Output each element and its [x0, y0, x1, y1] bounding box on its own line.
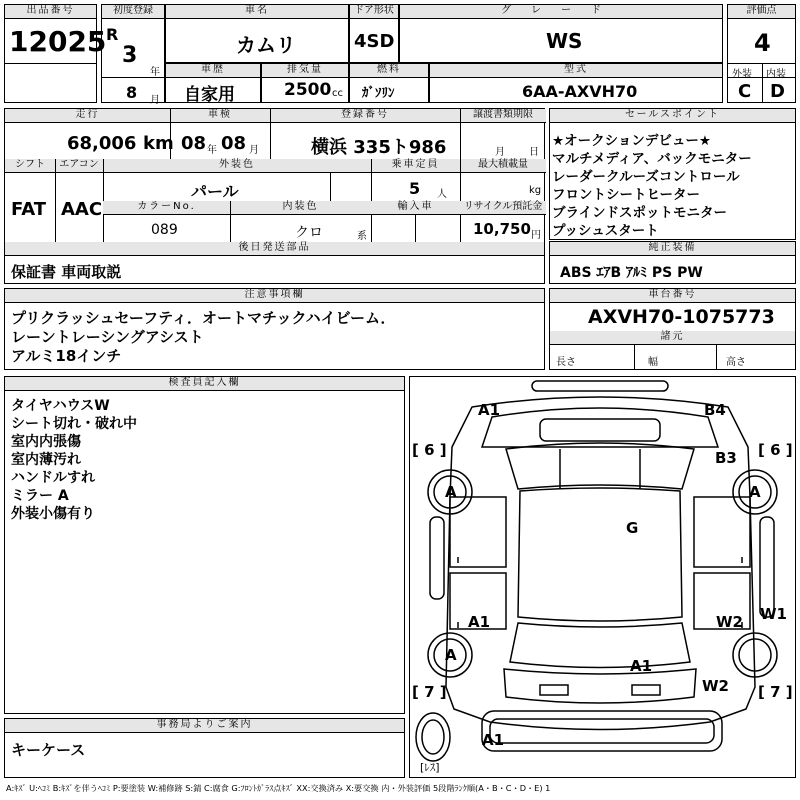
grade-label: グレード — [400, 5, 722, 19]
later-parts: 保証書 車両取説 — [11, 263, 122, 281]
fuel-box — [349, 63, 429, 103]
chassis-number: AXVH70-1075773 — [588, 306, 775, 328]
exterior-label: 外装 — [732, 69, 752, 80]
shift: FAT — [11, 199, 47, 220]
grade-box — [399, 4, 723, 63]
spare-label: [ﾚｽ] — [420, 761, 440, 774]
damage-mark: A — [445, 646, 457, 664]
car-outline — [410, 377, 795, 777]
inspector-line: 室内内張傷 — [11, 434, 81, 450]
damage-mark: B4 — [704, 401, 726, 419]
inspection-year: 08 — [181, 133, 207, 154]
int-color-label: 内装色 — [230, 201, 371, 215]
sales-points-box — [549, 108, 796, 240]
notes-label: 注意事項欄 — [5, 289, 544, 303]
insp-month-unit: 月 — [249, 145, 259, 156]
bracket-6-left: [ 6 ] — [412, 441, 447, 459]
history: 自家用 — [184, 85, 235, 105]
ac-label: エアコン — [55, 159, 103, 173]
interior-grade: D — [770, 81, 785, 102]
damage-mark: A — [445, 483, 457, 501]
inspector-line: 室内薄汚れ — [11, 452, 81, 468]
car-name: カムリ — [236, 33, 296, 57]
office-note: キーケース — [11, 741, 86, 759]
plate-label: 登録番号 — [270, 109, 460, 123]
displacement-label: 排気量 — [262, 64, 348, 78]
later-parts-label: 後日発送部品 — [5, 242, 544, 256]
sales-points-label: セールスポイント — [550, 109, 795, 123]
sales-point: マルチメディア、バックモニター — [552, 151, 752, 167]
inspector-line: タイヤハウスW — [11, 398, 110, 414]
damage-mark: A1 — [478, 401, 501, 419]
mileage-label: 走行 — [5, 109, 170, 123]
model: 6AA-AXVH70 — [522, 82, 638, 101]
item-number: 12025 — [9, 25, 107, 58]
notes-box — [4, 288, 545, 370]
damage-mark: A1 — [630, 657, 653, 675]
color-number: 089 — [151, 222, 178, 238]
inspector-line: ハンドルすれ — [11, 470, 95, 486]
mileage-unit: km — [143, 133, 174, 154]
car-name-box — [165, 4, 349, 63]
equipment: ABS ｴｱB ｱﾙﾐ PS PW — [560, 265, 703, 281]
damage-mark: A — [749, 483, 761, 501]
displacement-unit: cc — [332, 88, 343, 99]
width-label: 幅 — [648, 357, 658, 368]
transfer-day-unit: 日 — [529, 147, 539, 158]
score: 4 — [754, 29, 771, 57]
equipment-box — [549, 241, 796, 284]
inspector-line: ミラー A — [11, 488, 69, 504]
model-box — [429, 63, 723, 103]
reg-year: 3 — [122, 43, 138, 68]
bracket-7-right: [ 7 ] — [758, 683, 793, 701]
vehicle-info-block — [4, 108, 545, 284]
inspector-line: シート切れ・破れ中 — [11, 416, 137, 432]
month-unit: 月 — [150, 95, 160, 106]
capacity-label: 乗車定員 — [371, 159, 460, 173]
damage-mark: A1 — [468, 613, 491, 631]
mileage: 68,006 — [67, 133, 137, 154]
car-name-label: 車名 — [166, 5, 348, 19]
model-label: 型式 — [430, 64, 722, 78]
interior-color: クロ — [295, 225, 323, 241]
score-label: 評価点 — [728, 5, 795, 19]
recycle-unit: 円 — [531, 230, 541, 241]
chassis-box — [549, 288, 796, 370]
inspector-label: 検査員記入欄 — [5, 377, 404, 391]
height-label: 高さ — [726, 357, 746, 368]
sales-point: ブラインドスポットモニター — [552, 205, 727, 221]
exterior-color: パール — [191, 182, 239, 201]
year-unit: 年 — [150, 67, 160, 78]
damage-mark: W2 — [716, 613, 743, 631]
displacement-box — [261, 63, 349, 103]
plate: 横浜 335ト986 — [311, 137, 447, 158]
note-line: アルミ18インチ — [11, 347, 122, 365]
transfer-label: 譲渡書類期限 — [460, 109, 546, 123]
capacity: 5 — [409, 179, 421, 198]
note-line: プリクラッシュセーフティ．オートマチックハイビーム． — [11, 309, 396, 327]
damage-mark: A1 — [482, 731, 505, 749]
era: R — [106, 25, 119, 44]
door-type: 4SD — [354, 31, 395, 52]
displacement: 2500 — [284, 80, 332, 100]
sales-point: レーダークルーズコントロール — [552, 169, 740, 185]
door-box — [349, 4, 399, 63]
transfer-month-unit: 月 — [495, 147, 505, 158]
interior-label: 内装 — [766, 69, 786, 80]
inspector-box — [4, 376, 405, 714]
load-label: 最大積載量 — [460, 159, 546, 173]
inspection-label: 車検 — [170, 109, 270, 123]
legend: A:ｷｽﾞ U:ﾍｺﾐ B:ｷｽﾞを伴うﾍｺﾐ P:要塗装 W:補修跡 S:錆 C:腐食 G:ﾌﾛﾝﾄｶﾞﾗｽ点ｷｽﾞ XX:交換済み X:要交換 内・外装評価 5段階ﾗﾝｸ順(A・B・C・D・E) 1 — [6, 783, 551, 793]
sales-point: フロントシートヒーター — [552, 187, 700, 203]
chassis-label: 車台番号 — [550, 289, 795, 303]
note-line: レーントレーシングアシスト — [11, 328, 204, 346]
reg-month: 8 — [126, 83, 138, 102]
int-color-unit: 系 — [357, 231, 367, 242]
bracket-7-left: [ 7 ] — [412, 683, 447, 701]
color-no-label: カラーNo. — [103, 201, 230, 215]
history-box — [165, 63, 261, 103]
history-label: 車歴 — [166, 64, 260, 78]
item-number-box — [4, 4, 107, 103]
equipment-label: 純正装備 — [550, 242, 795, 256]
recycle-label: リサイクル預託金 — [460, 201, 546, 215]
shift-label: シフト — [5, 159, 55, 173]
inspector-line: 外装小傷有り — [11, 506, 95, 522]
damage-mark: W2 — [702, 677, 729, 695]
insp-year-unit: 年 — [207, 145, 217, 156]
office-label: 事務局よりご案内 — [5, 719, 404, 733]
door-label: ドア形状 — [350, 5, 398, 19]
inspection-month: 08 — [221, 133, 247, 154]
item-number-label: 出品番号 — [5, 5, 96, 19]
capacity-unit: 人 — [437, 189, 447, 200]
import-label: 輸入車 — [371, 201, 460, 215]
recycle-fee: 10,750 — [473, 220, 531, 238]
office-box — [4, 718, 405, 778]
damage-mark: G — [626, 519, 639, 537]
sales-point: ★オークションデビュー★ — [552, 133, 711, 149]
damage-mark: W1 — [760, 605, 787, 623]
fuel-label: 燃料 — [350, 64, 428, 78]
length-label: 長さ — [556, 357, 576, 368]
dims-label: 諸元 — [550, 331, 795, 345]
car-diagram — [409, 376, 796, 778]
fuel: ｶﾞｿﾘﾝ — [362, 86, 395, 101]
first-reg-label: 初度登録 — [102, 5, 164, 19]
ac: AAC — [61, 199, 103, 220]
grade: WS — [546, 29, 583, 53]
damage-mark: B3 — [715, 449, 737, 467]
exterior-grade: C — [738, 81, 752, 102]
first-registration-box — [101, 4, 165, 106]
load-unit: kg — [529, 185, 542, 196]
score-box — [727, 4, 796, 103]
sales-point: プッシュスタート — [552, 223, 659, 239]
color-label: 外装色 — [103, 159, 371, 173]
bracket-6-right: [ 6 ] — [758, 441, 793, 459]
